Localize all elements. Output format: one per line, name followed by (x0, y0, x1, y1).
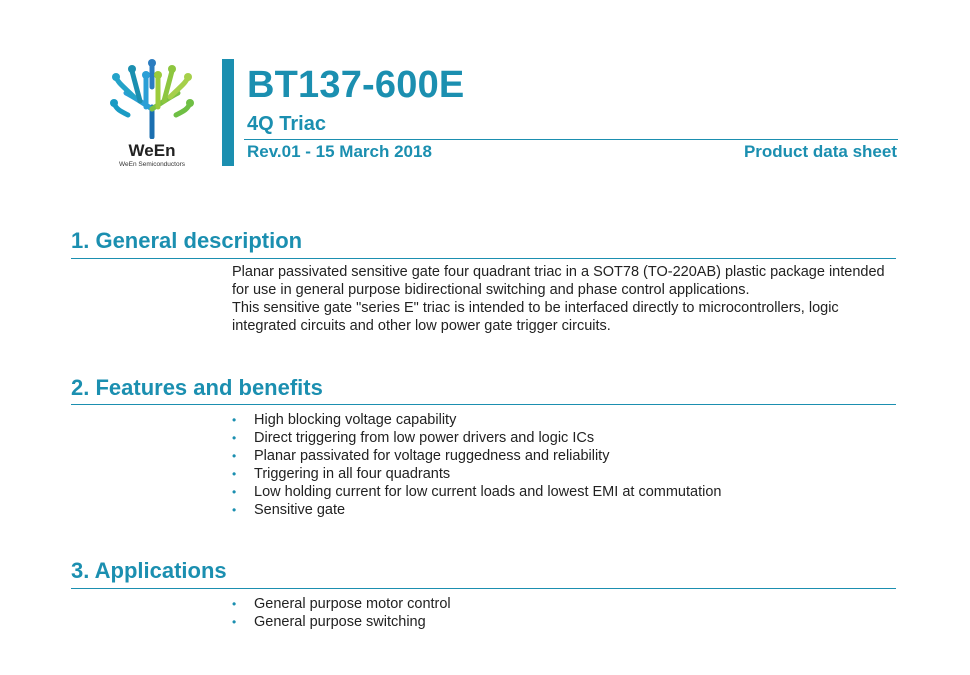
list-item (232, 411, 721, 429)
list-item (232, 447, 721, 465)
list-item-text: General purpose switching (254, 614, 426, 630)
description-paragraph: Planar passivated sensitive gate four quadrant triac in a SOT78 (TO-220AB) plastic package intended for use in general purpose bidirectional switching and phase control applications. (232, 264, 885, 298)
section-divider (71, 404, 896, 405)
list-item (232, 613, 451, 631)
bullet-icon: • (232, 503, 237, 517)
section-title-general-description: 1. General description (71, 228, 303, 253)
bullet-icon: • (232, 431, 237, 445)
bullet-icon: • (232, 413, 237, 427)
list-item-text: Sensitive gate (254, 502, 346, 518)
list-item (232, 595, 451, 613)
list-item-text: Low holding current for low current loads and lowest EMI at commutation (254, 484, 722, 500)
header-accent-bar (222, 59, 234, 166)
logo-company-text: WeEn Semiconductors (119, 161, 185, 168)
list-item-text: Triggering in all four quadrants (254, 466, 451, 482)
list-item (232, 501, 721, 519)
bullet-icon: • (232, 485, 237, 499)
list-item-text: Planar passivated for voltage ruggedness and reliability (254, 448, 610, 464)
section-divider (71, 588, 896, 589)
list-item (232, 465, 721, 483)
applications-list (232, 595, 451, 631)
header-divider (244, 139, 898, 140)
list-item-text: Direct triggering from low power drivers and logic ICs (254, 430, 595, 446)
list-item (232, 483, 721, 501)
description-paragraph: This sensitive gate "series E" triac is intended to be interfaced directly to microcontrollers, logic integrated circuits and other low power gate trigger circuits. (232, 300, 839, 334)
bullet-icon: • (232, 467, 237, 481)
section-divider (71, 258, 896, 259)
list-item-text: High blocking voltage capability (254, 412, 457, 428)
document-title: BT137-600E (247, 64, 465, 106)
bullet-icon: • (232, 449, 237, 463)
list-item (232, 429, 721, 447)
revision-date: Rev.01 - 15 March 2018 (247, 142, 432, 161)
list-item-text: General purpose motor control (254, 596, 451, 612)
section-title-applications: 3. Applications (71, 558, 227, 583)
bullet-icon: • (232, 597, 237, 611)
features-list (232, 411, 721, 519)
document-type: Product data sheet (743, 142, 897, 161)
section-title-features: 2. Features and benefits (71, 375, 323, 400)
logo-brand-text: WeEn (128, 141, 176, 160)
company-logo (104, 57, 200, 172)
bullet-icon: • (232, 615, 237, 629)
document-subtitle: 4Q Triac (247, 113, 326, 135)
logo-tree-icon (110, 57, 194, 139)
